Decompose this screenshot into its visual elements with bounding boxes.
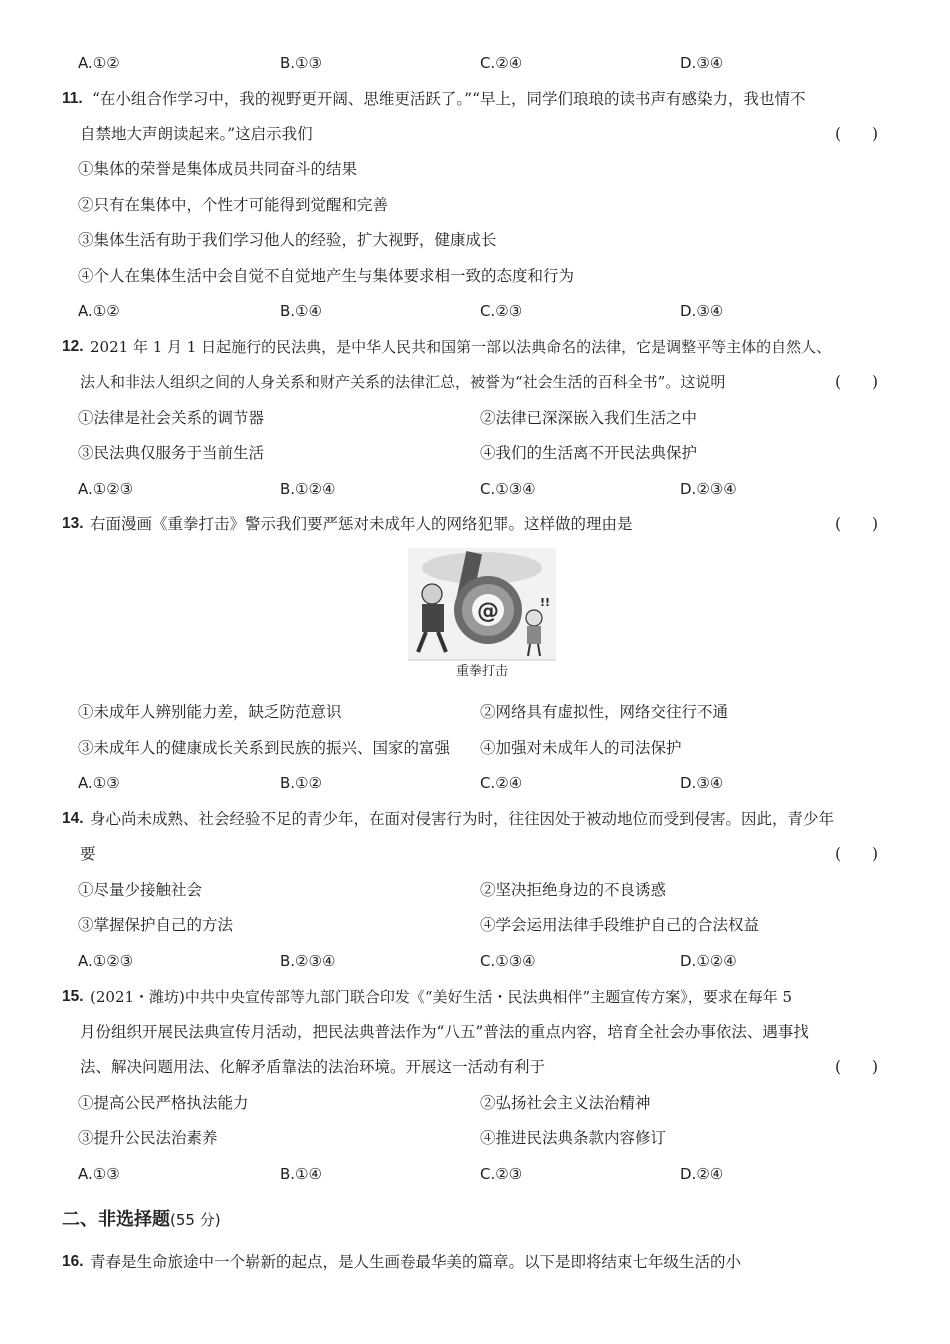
q15-item-1: ①提高公民严格执法能力 xyxy=(78,1094,249,1112)
q14-stem-line1: 身心尚未成熟、社会经验不足的青少年，在面对侵害行为时，往往因处于被动地位而受到侵害。因此，青少年 xyxy=(90,810,835,828)
q13-answer-paren: ( ) xyxy=(835,515,879,533)
q11-stem-line2: 自禁地大声朗读起来。”这启示我们 xyxy=(80,125,313,143)
q11-option-d: D.③④ xyxy=(680,302,724,320)
q11-stem-line1: “在小组合作学习中，我的视野更开阔、思维更活跃了。”“早上，同学们琅琅的读书声有感染力，我也情不 xyxy=(92,90,806,108)
q10-option-c: C.②④ xyxy=(480,54,523,72)
q15-option-d: D.②④ xyxy=(680,1165,724,1183)
q10-option-d: D.③④ xyxy=(680,54,724,72)
q14-item-4: ④学会运用法律手段维护自己的合法权益 xyxy=(480,916,760,934)
q14-option-a: A.①②③ xyxy=(78,952,134,970)
cartoon-illustration xyxy=(408,548,556,688)
q11-option-c: C.②③ xyxy=(480,302,523,320)
q12-option-d: D.②③④ xyxy=(680,480,737,498)
q12-option-c: C.①③④ xyxy=(480,480,536,498)
q13-item-2: ②网络具有虚拟性，网络交往行不通 xyxy=(480,703,729,721)
q12-option-a: A.①②③ xyxy=(78,480,134,498)
q15-answer-paren: ( ) xyxy=(835,1058,879,1076)
q15-item-2: ②弘扬社会主义法治精神 xyxy=(480,1094,651,1112)
q12-item-2: ②法律已深深嵌入我们生活之中 xyxy=(480,409,698,427)
q11-item-2: ②只有在集体中，个性才可能得到觉醒和完善 xyxy=(78,196,389,214)
q13-option-c: C.②④ xyxy=(480,774,523,792)
q14-option-c: C.①③④ xyxy=(480,952,536,970)
q12-option-b: B.①②④ xyxy=(280,480,336,498)
q13-item-4: ④加强对未成年人的司法保护 xyxy=(480,739,682,757)
q15-stem-line2: 月份组织开展民法典宣传月活动，把民法典普法作为“八五”普法的重点内容，培育全社会办事依法、遇事找 xyxy=(80,1023,809,1041)
q11-answer-paren: ( ) xyxy=(835,125,879,143)
q13-item-3: ③未成年人的健康成长关系到民族的振兴、国家的富强 xyxy=(78,739,451,757)
q14-number: 14. xyxy=(62,810,84,827)
q10-option-b: B.①③ xyxy=(280,54,322,72)
q12-stem-line1: 2021 年 1 月 1 日起施行的民法典，是中华人民共和国第一部以法典命名的法律，它是调整平等主体的自然人、 xyxy=(90,338,832,356)
q14-item-2: ②坚决拒绝身边的不良诱惑 xyxy=(480,881,667,899)
q13-option-b: B.①② xyxy=(280,774,322,792)
q12-item-3: ③民法典仅服务于当前生活 xyxy=(78,444,265,462)
q16-number: 16. xyxy=(62,1253,84,1270)
q15-item-4: ④推进民法典条款内容修订 xyxy=(480,1129,667,1147)
q16-stem-line1: 青春是生命旅途中一个崭新的起点，是人生画卷最华美的篇章。以下是即将结束七年级生活的小 xyxy=(90,1253,742,1271)
section-heading xyxy=(62,1203,221,1237)
q14-answer-paren: ( ) xyxy=(835,845,879,863)
q12-item-1: ①法律是社会关系的调节器 xyxy=(78,409,265,427)
q12-item-4: ④我们的生活离不开民法典保护 xyxy=(480,444,698,462)
q14-item-1: ①尽量少接触社会 xyxy=(78,881,203,899)
q15-option-a: A.①③ xyxy=(78,1165,120,1183)
q14-option-b: B.②③④ xyxy=(280,952,336,970)
cartoon-caption: 重拳打击 xyxy=(455,664,508,679)
q13-option-d: D.③④ xyxy=(680,774,724,792)
q14-stem-line2: 要 xyxy=(80,845,96,863)
q13-number: 13. xyxy=(62,515,84,532)
section-score: (55 分) xyxy=(170,1211,221,1229)
q12-stem-line2: 法人和非法人组织之间的人身关系和财产关系的法律汇总，被誉为“社会生活的百科全书”。这说明 xyxy=(80,373,726,391)
q12-answer-paren: ( ) xyxy=(835,373,879,391)
svg-text:@: @ xyxy=(477,599,499,624)
q14-option-d: D.①②④ xyxy=(680,952,737,970)
q12-number: 12. xyxy=(62,338,84,355)
q15-number: 15. xyxy=(62,988,84,1005)
q11-item-1: ①集体的荣誉是集体成员共同奋斗的结果 xyxy=(78,160,358,178)
q11-item-3: ③集体生活有助于我们学习他人的经验，扩大视野，健康成长 xyxy=(78,231,497,249)
q11-option-b: B.①④ xyxy=(280,302,322,320)
q15-item-3: ③提升公民法治素养 xyxy=(78,1129,218,1147)
q15-stem-line3: 法、解决问题用法、化解矛盾靠法的法治环境。开展这一活动有利于 xyxy=(80,1058,546,1076)
q11-item-4: ④个人在集体生活中会自觉不自觉地产生与集体要求相一致的态度和行为 xyxy=(78,267,575,285)
q15-option-b: B.①④ xyxy=(280,1165,322,1183)
q14-item-3: ③掌握保护自己的方法 xyxy=(78,916,234,934)
q10-option-a: A.①② xyxy=(78,54,120,72)
q15-stem-line1: (2021・潍坊)中共中央宣传部等九部门联合印发《“美好生活・民法典相伴”主题宣传方案》，要求在每年 5 xyxy=(90,988,793,1006)
svg-text:!!: !! xyxy=(540,596,551,609)
q11-number: 11. xyxy=(62,90,83,107)
q13-option-a: A.①③ xyxy=(78,774,120,792)
q13-item-1: ①未成年人辨别能力差，缺乏防范意识 xyxy=(78,703,342,721)
q11-option-a: A.①② xyxy=(78,302,120,320)
q15-option-c: C.②③ xyxy=(480,1165,523,1183)
section-title: 二、非选择题 xyxy=(62,1209,170,1230)
q13-stem-line1: 右面漫画《重拳打击》警示我们要严惩对未成年人的网络犯罪。这样做的理由是 xyxy=(90,515,633,533)
